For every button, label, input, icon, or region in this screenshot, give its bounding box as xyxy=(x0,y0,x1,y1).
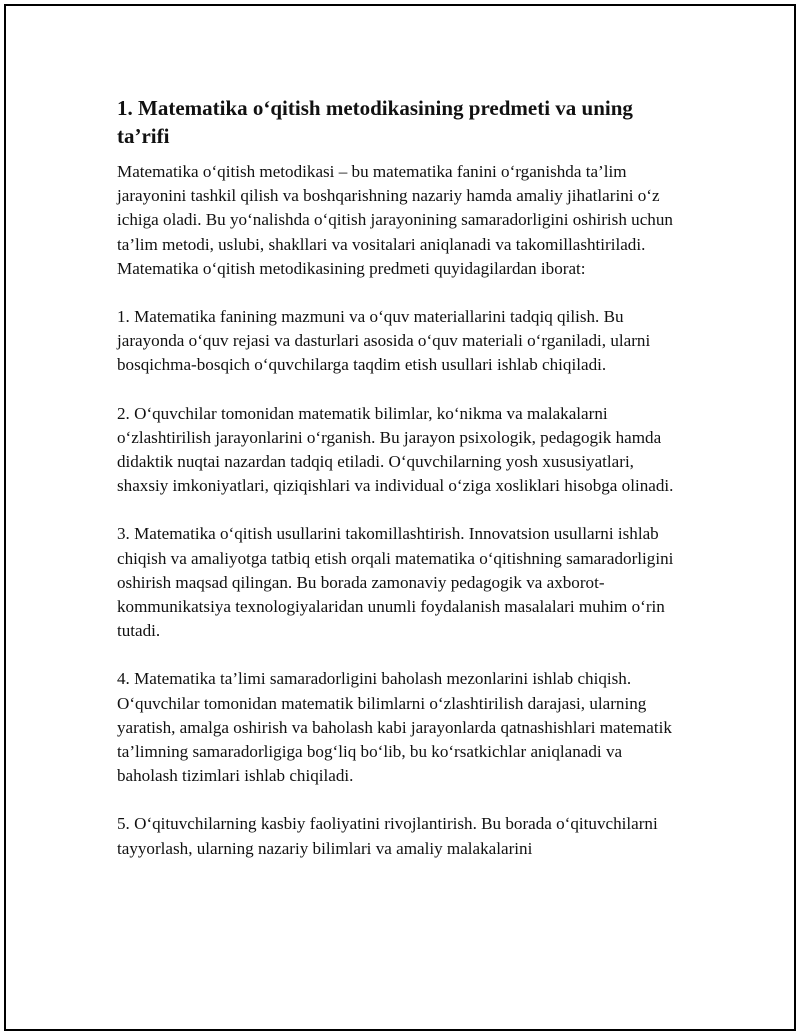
intro-paragraph: Matematika o‘qitish metodikasi – bu matematika fanini o‘rganishda ta’lim jarayonini tashkil qilish va boshqarishning nazariy hamda amaliy jihatlarini o‘z ichiga oladi. Bu yo‘nalishda o‘qitish jarayonining samaradorligini oshirish uchun ta’lim metodi, uslubi, shakllari va vositalari aniqlanadi va takomillashtiriladi. Matematika o‘qitish metodikasining predmeti quyidagilardan iborat: xyxy=(117,162,673,278)
document-body xyxy=(117,94,687,885)
paragraph-item-5: 5. O‘qituvchilarning kasbiy faoliyatini rivojlantirish. Bu borada o‘qituvchilarni tayyorlash, ularning nazariy bilimlari va amaliy malakalarini xyxy=(117,814,658,858)
paragraph-item-4: 4. Matematika ta’limi samaradorligini baholash mezonlarini ishlab chiqish. O‘quvchilar tomonidan matematik bilimlarni o‘zlashtirilish darajasi, ularning yaratish, amalga oshirish va baholash kabi jarayonlarda qatnashishlari matematik ta’limning samaradorligiga bog‘liq bo‘lib, bu ko‘rsatkichlar aniqlanadi va baholash tizimlari ishlab chiqiladi. xyxy=(117,669,672,786)
section-title: 1. Matematika o‘qitish metodikasining predmeti va uning ta’rifi xyxy=(117,96,633,148)
paragraph-item-1: 1. Matematika fanining mazmuni va o‘quv materiallarini tadqiq qilish. Bu jarayonda o‘quv rejasi va dasturlari asosida o‘quv materiali o‘rganiladi, ularni bosqichma-bosqich o‘quvchilarga taqdim etish usullari ishlab chiqiladi. xyxy=(117,307,651,375)
paragraph-item-3: 3. Matematika o‘qitish usullarini takomillashtirish. Innovatsion usullarni ishlab chiqish va amaliyotga tatbiq etish orqali matematika o‘qitishning samaradorligini oshirish maqsad qilingan. Bu borada zamonaviy pedagogik va axborot-kommunikatsiya texnologiyalaridan unumli foydalanish masalalari muhim o‘rin tutadi. xyxy=(117,524,674,641)
paragraph-item-2: 2. O‘quvchilar tomonidan matematik bilimlar, ko‘nikma va malakalarni o‘zlashtirilish jarayonlarini o‘rganish. Bu jarayon psixologik, pedagogik hamda didaktik nuqtai nazardan tadqiq etiladi. O‘quvchilarning yosh xususiyatlari, shaxsiy imkoniyatlari, qiziqishlari va individual o‘ziga xosliklari hisobga olinadi. xyxy=(117,403,674,496)
